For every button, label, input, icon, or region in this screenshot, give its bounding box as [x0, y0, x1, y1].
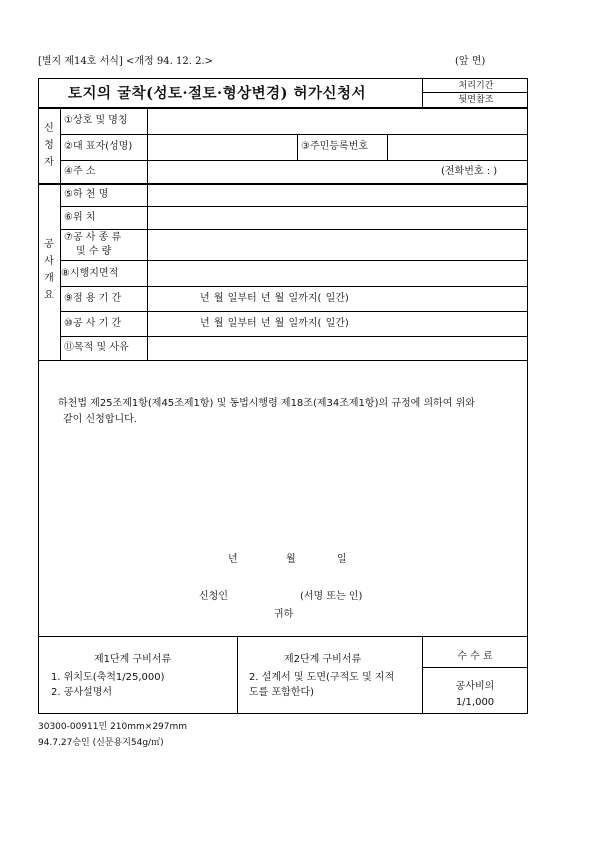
- address-label: ④주 소: [64, 166, 96, 177]
- site-area-label: ⑧시행지면적: [61, 268, 119, 279]
- site-area-field[interactable]: [150, 264, 525, 284]
- fee-title: 수 수 료: [457, 651, 493, 662]
- river-name-field[interactable]: [150, 186, 525, 206]
- form-number: [별지 제14호 서식] <개정 94. 12. 2.>: [38, 56, 213, 67]
- work-quantity-label: 및 수 량: [76, 246, 112, 257]
- fee-line-2: 1/1,000: [455, 697, 495, 708]
- declaration-line-2: 같이 신청합니다.: [63, 414, 137, 425]
- stage1-item-1: 1. 위치도(축척1/25,000): [51, 672, 165, 683]
- stage2-item-line-1: 2. 설계서 및 도면(구적도 및 지적: [249, 672, 395, 683]
- applicant-section-label: 신청자: [44, 123, 54, 168]
- date-day-label: 일: [337, 554, 347, 565]
- processing-period-value: 뒷면참조: [458, 95, 494, 105]
- page-side-label: (앞 면): [455, 56, 486, 67]
- applicant-label: 신청인: [199, 591, 228, 602]
- purpose-label: ⑪목적 및 사유: [64, 342, 129, 353]
- construction-period-label: ⑩공 사 기 간: [64, 318, 122, 329]
- fee-line-1: 공사비의: [455, 681, 495, 692]
- work-type-field[interactable]: [150, 234, 525, 254]
- resident-number-label: ③주민등록번호: [301, 141, 368, 152]
- company-name-label: ①상호 및 명칭: [64, 115, 128, 126]
- date-year-label: 년: [228, 554, 238, 565]
- representative-label: ②대 표자(성명): [64, 141, 133, 152]
- occupancy-period-value[interactable]: 년 월 일부터 년 월 일까지( 일간): [200, 293, 349, 304]
- purpose-field[interactable]: [150, 339, 525, 359]
- stage1-item-2: 2. 공사설명서: [51, 687, 113, 698]
- location-field[interactable]: [150, 209, 525, 229]
- occupancy-period-label: ⑨점 용 기 간: [64, 293, 122, 304]
- construction-period-value[interactable]: 년 월 일부터 년 월 일까지( 일간): [200, 318, 349, 329]
- work-type-label: ⑦공 사 종 류: [64, 232, 122, 243]
- phone-label: (전화번호 : ): [441, 166, 498, 177]
- stage2-item-line-2: 도를 포함한다): [249, 687, 315, 698]
- representative-field[interactable]: [150, 137, 294, 157]
- signature-label: (서명 또는 인): [300, 591, 363, 602]
- project-section-label: 공사개요: [44, 239, 54, 301]
- footer-form-code: 30300-00911민 210mm×297mm: [38, 722, 188, 732]
- location-label: ⑥위 치: [64, 212, 96, 223]
- form-title: 토지의 굴착(성토·절토·형상변경) 허가신청서: [68, 85, 367, 102]
- river-name-label: ⑤하 천 명: [64, 189, 109, 200]
- company-name-field[interactable]: [150, 110, 525, 130]
- stage2-title: 제2단계 구비서류: [284, 654, 362, 665]
- date-month-label: 월: [286, 554, 296, 565]
- addressee-label: 귀하: [274, 609, 294, 620]
- declaration-line-1: 하천법 제25조제1항(제45조제1항) 및 동법시행령 제18조(제34조제1항)의 규정에 의하여 위와: [58, 398, 475, 409]
- address-field[interactable]: [150, 162, 430, 182]
- stage1-title: 제1단계 구비서류: [94, 654, 172, 665]
- footer-approval: 94.7.27승인 (신문용지54g/㎡): [38, 738, 164, 748]
- resident-number-field[interactable]: [390, 137, 525, 157]
- processing-period-label: 처리기간: [458, 81, 494, 91]
